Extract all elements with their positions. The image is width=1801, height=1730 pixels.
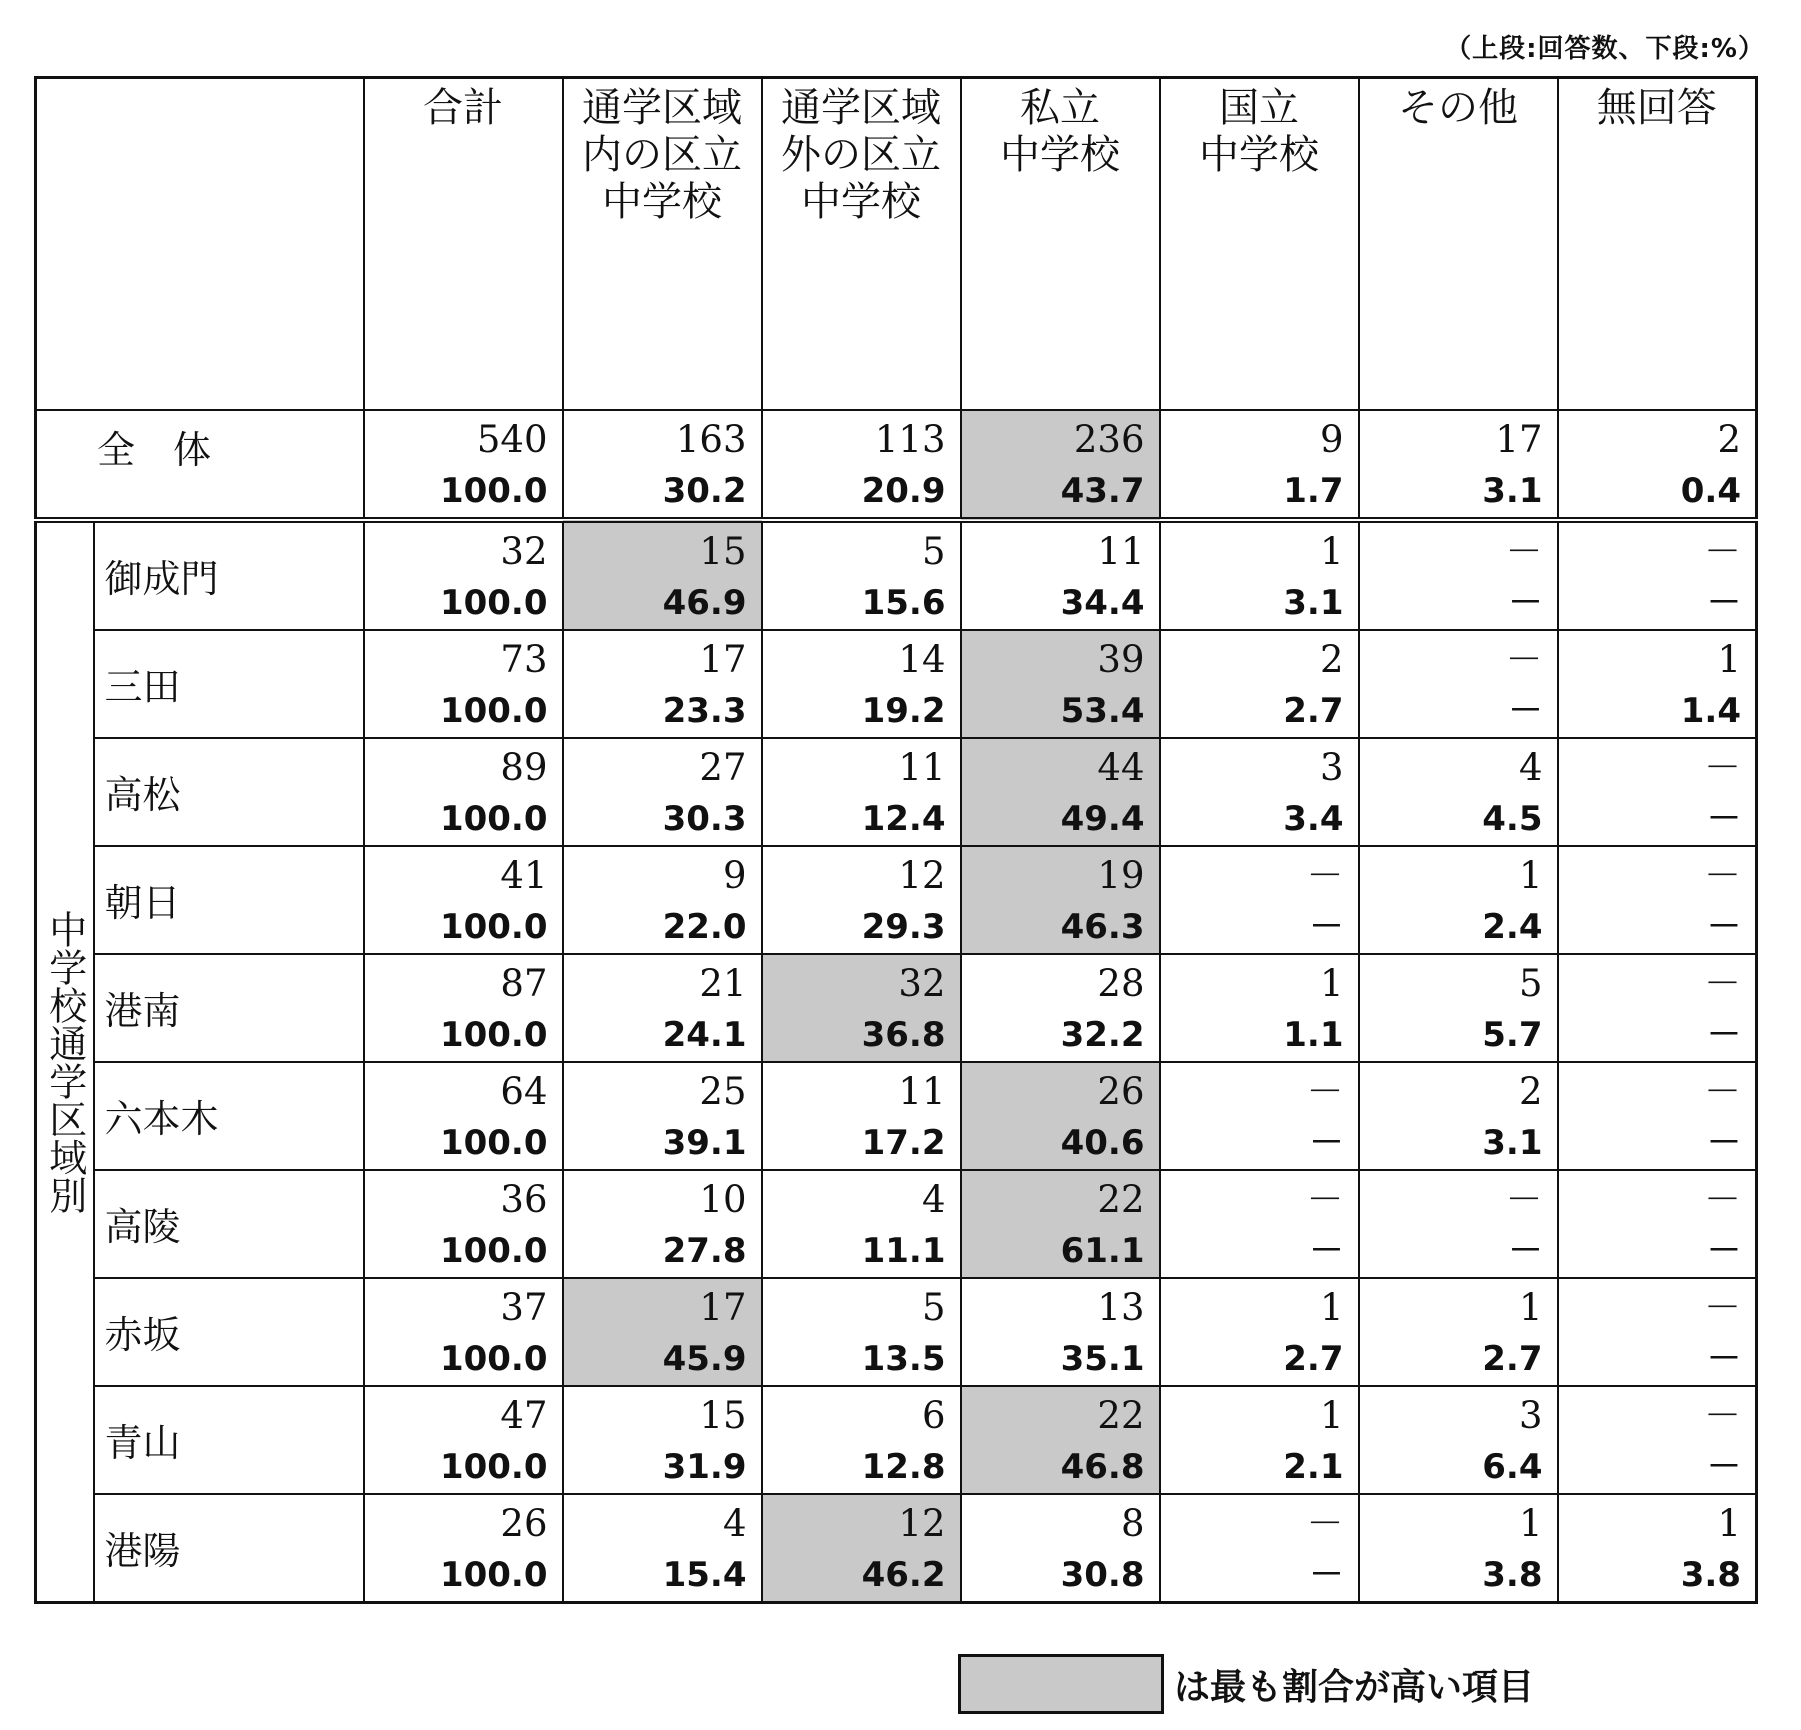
legend-text: は最も割合が高い項目 xyxy=(1174,1666,1535,1708)
count-value: 113 xyxy=(874,417,946,461)
percent-value: 35.1 xyxy=(1060,1338,1145,1379)
value-cell xyxy=(364,1062,563,1170)
column-header-line: 合計 xyxy=(423,85,503,131)
table-row xyxy=(36,630,1757,738)
value-cell-highlighted xyxy=(961,1062,1160,1170)
value-cell xyxy=(563,1062,762,1170)
percent-value: 40.6 xyxy=(1060,1122,1145,1163)
value-cell xyxy=(1160,1170,1359,1278)
value-cell xyxy=(762,520,961,630)
value-cell xyxy=(1359,520,1558,630)
count-value: 5 xyxy=(921,529,946,573)
count-value: － xyxy=(1306,853,1344,897)
column-header-line: 外の区立 xyxy=(781,132,941,178)
count-value: － xyxy=(1704,853,1741,897)
table-row xyxy=(36,954,1757,1062)
count-value: － xyxy=(1306,1069,1344,1113)
count-value: 12 xyxy=(898,853,946,897)
percent-value: － xyxy=(1707,1446,1741,1487)
percent-value: 100.0 xyxy=(439,1230,548,1271)
percent-value: 46.8 xyxy=(1060,1446,1145,1487)
row-label: 高陵 xyxy=(94,1170,364,1278)
count-value: 13 xyxy=(1097,1285,1145,1329)
percent-value: － xyxy=(1508,690,1543,731)
count-value: 9 xyxy=(722,853,747,897)
value-cell xyxy=(1359,1062,1558,1170)
value-cell xyxy=(1160,1062,1359,1170)
value-cell xyxy=(1160,954,1359,1062)
percent-value: 100.0 xyxy=(439,1446,548,1487)
survey-table xyxy=(34,76,1758,1604)
percent-value: 2.7 xyxy=(1482,1338,1543,1379)
percent-value: 32.2 xyxy=(1060,1014,1145,1055)
value-cell xyxy=(1359,954,1558,1062)
value-cell xyxy=(1359,1278,1558,1386)
percent-value: 46.9 xyxy=(662,582,747,623)
count-value: 17 xyxy=(699,1285,747,1329)
count-value: 17 xyxy=(699,637,747,681)
unit-note: （上段:回答数、下段:%） xyxy=(1445,34,1765,64)
count-value: 1 xyxy=(1319,529,1344,573)
percent-value: 100.0 xyxy=(439,1338,548,1379)
percent-value: 3.1 xyxy=(1283,582,1344,623)
value-cell xyxy=(364,1278,563,1386)
percent-value: 3.1 xyxy=(1482,470,1543,511)
value-cell xyxy=(364,1386,563,1494)
count-value: － xyxy=(1704,1285,1741,1329)
percent-value: 49.4 xyxy=(1060,798,1145,839)
percent-value: 61.1 xyxy=(1060,1230,1145,1271)
percent-value: 100.0 xyxy=(439,798,548,839)
value-cell-highlighted xyxy=(961,630,1160,738)
percent-value: 11.1 xyxy=(861,1230,946,1271)
table-row xyxy=(36,846,1757,954)
region-label: 中学校通学区域別 xyxy=(36,520,94,1603)
row-label: 赤坂 xyxy=(94,1278,364,1386)
count-value: 2 xyxy=(1319,637,1344,681)
value-cell xyxy=(1160,1278,1359,1386)
value-cell-highlighted xyxy=(961,410,1160,520)
percent-value: 6.4 xyxy=(1482,1446,1543,1487)
percent-value: － xyxy=(1707,798,1741,839)
value-cell xyxy=(563,954,762,1062)
value-cell xyxy=(364,954,563,1062)
value-cell xyxy=(1359,1494,1558,1603)
count-value: 8 xyxy=(1120,1501,1145,1545)
count-value: 27 xyxy=(699,745,747,789)
value-cell xyxy=(1558,410,1757,520)
value-cell xyxy=(1359,630,1558,738)
table-row xyxy=(36,520,1757,630)
percent-value: 100.0 xyxy=(439,470,548,511)
percent-value: 4.5 xyxy=(1482,798,1543,839)
count-value: 6 xyxy=(921,1393,946,1437)
percent-value: 3.8 xyxy=(1482,1554,1543,1595)
value-cell xyxy=(563,738,762,846)
percent-value: 100.0 xyxy=(439,1554,548,1595)
column-header-line: 中学校 xyxy=(602,179,722,225)
value-cell xyxy=(1359,1386,1558,1494)
percent-value: 100.0 xyxy=(439,1122,548,1163)
count-value: － xyxy=(1704,1069,1741,1113)
column-header-line: 通学区域 xyxy=(582,85,742,131)
count-value: 21 xyxy=(699,961,747,1005)
count-value: － xyxy=(1306,1501,1344,1545)
value-cell xyxy=(1160,738,1359,846)
value-cell xyxy=(1160,846,1359,954)
row-label: 六本木 xyxy=(94,1062,364,1170)
value-cell xyxy=(1359,1170,1558,1278)
percent-value: 12.4 xyxy=(861,798,946,839)
count-value: 4 xyxy=(722,1501,747,1545)
value-cell-highlighted xyxy=(762,1494,961,1603)
legend-swatch xyxy=(958,1654,1164,1714)
percent-value: － xyxy=(1309,1230,1344,1271)
percent-value: － xyxy=(1309,1122,1344,1163)
count-value: － xyxy=(1505,1177,1543,1221)
value-cell xyxy=(1558,1170,1757,1278)
row-label: 青山 xyxy=(94,1386,364,1494)
value-cell xyxy=(762,630,961,738)
percent-value: 17.2 xyxy=(861,1122,946,1163)
percent-value: 30.8 xyxy=(1060,1554,1145,1595)
row-label: 港南 xyxy=(94,954,364,1062)
table-row xyxy=(36,1062,1757,1170)
percent-value: 2.7 xyxy=(1283,1338,1344,1379)
count-value: － xyxy=(1704,1177,1741,1221)
value-cell xyxy=(563,630,762,738)
count-value: 4 xyxy=(1518,745,1543,789)
column-header-line: 中学校 xyxy=(1000,132,1120,178)
count-value: 22 xyxy=(1097,1177,1145,1221)
count-value: 36 xyxy=(500,1177,548,1221)
count-value: 3 xyxy=(1319,745,1344,789)
count-value: － xyxy=(1704,1393,1741,1437)
percent-value: 45.9 xyxy=(662,1338,747,1379)
survey-table-container xyxy=(34,76,1758,1604)
count-value: 1 xyxy=(1319,961,1344,1005)
count-value: 10 xyxy=(699,1177,747,1221)
value-cell xyxy=(1558,1386,1757,1494)
value-cell xyxy=(961,954,1160,1062)
value-cell xyxy=(563,1386,762,1494)
percent-value: 23.3 xyxy=(662,690,747,731)
count-value: 1 xyxy=(1717,1501,1741,1545)
percent-value: 30.2 xyxy=(662,470,747,511)
count-value: 17 xyxy=(1495,417,1543,461)
percent-value: 0.4 xyxy=(1680,470,1741,511)
row-label: 御成門 xyxy=(94,520,364,630)
value-cell xyxy=(1558,738,1757,846)
percent-value: 3.8 xyxy=(1680,1554,1741,1595)
value-cell xyxy=(961,520,1160,630)
count-value: 64 xyxy=(500,1069,548,1113)
value-cell xyxy=(563,410,762,520)
count-value: 32 xyxy=(898,961,946,1005)
value-cell xyxy=(762,1062,961,1170)
count-value: 37 xyxy=(500,1285,548,1329)
value-cell xyxy=(1359,410,1558,520)
count-value: 26 xyxy=(500,1501,548,1545)
count-value: 11 xyxy=(898,1069,946,1113)
count-value: 39 xyxy=(1097,637,1145,681)
percent-value: 30.3 xyxy=(662,798,747,839)
count-value: 89 xyxy=(500,745,548,789)
count-value: 9 xyxy=(1319,417,1344,461)
value-cell xyxy=(1558,1278,1757,1386)
percent-value: 46.3 xyxy=(1060,906,1145,947)
percent-value: 3.4 xyxy=(1283,798,1344,839)
value-cell xyxy=(563,1170,762,1278)
value-cell xyxy=(961,1494,1160,1603)
percent-value: － xyxy=(1707,1338,1741,1379)
percent-value: 5.7 xyxy=(1482,1014,1543,1055)
percent-value: 29.3 xyxy=(861,906,946,947)
column-header-line: その他 xyxy=(1398,85,1518,131)
value-cell xyxy=(1359,846,1558,954)
count-value: 44 xyxy=(1097,745,1145,789)
percent-value: 1.4 xyxy=(1680,690,1741,731)
count-value: 540 xyxy=(476,417,548,461)
value-cell-highlighted xyxy=(563,1278,762,1386)
value-cell xyxy=(364,738,563,846)
value-cell xyxy=(563,1494,762,1603)
count-value: － xyxy=(1704,529,1741,573)
percent-value: 100.0 xyxy=(439,1014,548,1055)
percent-value: 34.4 xyxy=(1060,582,1145,623)
total-label: 全 体 xyxy=(36,410,364,520)
value-cell xyxy=(762,1278,961,1386)
value-cell xyxy=(762,1170,961,1278)
value-cell xyxy=(1558,846,1757,954)
row-label: 港陽 xyxy=(94,1494,364,1603)
percent-value: 2.7 xyxy=(1283,690,1344,731)
count-value: 5 xyxy=(921,1285,946,1329)
table-row xyxy=(36,1494,1757,1603)
column-header xyxy=(1558,78,1757,410)
count-value: 1 xyxy=(1717,637,1741,681)
percent-value: 43.7 xyxy=(1060,470,1145,511)
value-cell xyxy=(961,1278,1160,1386)
count-value: 15 xyxy=(699,1393,747,1437)
value-cell-highlighted xyxy=(961,846,1160,954)
percent-value: 19.2 xyxy=(861,690,946,731)
row-label: 朝日 xyxy=(94,846,364,954)
value-cell-highlighted xyxy=(961,1386,1160,1494)
count-value: 32 xyxy=(500,529,548,573)
value-cell xyxy=(1558,1062,1757,1170)
count-value: 1 xyxy=(1518,853,1543,897)
count-value: 1 xyxy=(1319,1393,1344,1437)
percent-value: － xyxy=(1707,582,1741,623)
count-value: 1 xyxy=(1319,1285,1344,1329)
percent-value: 2.4 xyxy=(1482,906,1543,947)
percent-value: 27.8 xyxy=(662,1230,747,1271)
percent-value: 13.5 xyxy=(861,1338,946,1379)
count-value: 236 xyxy=(1073,417,1145,461)
value-cell xyxy=(762,738,961,846)
percent-value: 24.1 xyxy=(662,1014,747,1055)
value-cell xyxy=(1558,630,1757,738)
count-value: 5 xyxy=(1518,961,1543,1005)
legend xyxy=(958,1654,1534,1714)
value-cell xyxy=(364,630,563,738)
table-row xyxy=(36,1278,1757,1386)
column-header xyxy=(762,78,961,410)
count-value: － xyxy=(1306,1177,1344,1221)
count-value: 19 xyxy=(1097,853,1145,897)
value-cell xyxy=(1558,1494,1757,1603)
percent-value: 12.8 xyxy=(861,1446,946,1487)
value-cell xyxy=(1160,1494,1359,1603)
count-value: 87 xyxy=(500,961,548,1005)
column-header-line: 国立 xyxy=(1219,85,1299,131)
count-value: 28 xyxy=(1097,961,1145,1005)
value-cell xyxy=(762,1386,961,1494)
column-header xyxy=(1160,78,1359,410)
percent-value: 15.4 xyxy=(662,1554,747,1595)
column-header-line: 中学校 xyxy=(801,179,921,225)
column-header xyxy=(961,78,1160,410)
table-row xyxy=(36,1386,1757,1494)
column-header-line: 内の区立 xyxy=(582,132,742,178)
count-value: 2 xyxy=(1518,1069,1543,1113)
percent-value: － xyxy=(1309,906,1344,947)
count-value: 15 xyxy=(699,529,747,573)
percent-value: 22.0 xyxy=(662,906,747,947)
value-cell xyxy=(563,846,762,954)
count-value: 47 xyxy=(500,1393,548,1437)
percent-value: 3.1 xyxy=(1482,1122,1543,1163)
count-value: 2 xyxy=(1717,417,1741,461)
percent-value: － xyxy=(1508,582,1543,623)
table-row xyxy=(36,738,1757,846)
column-header-line: 中学校 xyxy=(1199,132,1319,178)
column-header xyxy=(563,78,762,410)
count-value: 11 xyxy=(898,745,946,789)
value-cell xyxy=(1359,738,1558,846)
count-value: 4 xyxy=(921,1177,946,1221)
percent-value: 36.8 xyxy=(861,1014,946,1055)
value-cell xyxy=(364,410,563,520)
count-value: 26 xyxy=(1097,1069,1145,1113)
count-value: － xyxy=(1704,961,1741,1005)
value-cell xyxy=(1160,520,1359,630)
percent-value: － xyxy=(1707,1014,1741,1055)
value-cell-highlighted xyxy=(961,738,1160,846)
count-value: － xyxy=(1704,745,1741,789)
value-cell xyxy=(1558,520,1757,630)
count-value: 41 xyxy=(500,853,548,897)
count-value: 1 xyxy=(1518,1285,1543,1329)
count-value: 11 xyxy=(1097,529,1145,573)
value-cell xyxy=(1160,630,1359,738)
count-value: 14 xyxy=(898,637,946,681)
value-cell-highlighted xyxy=(762,954,961,1062)
count-value: 163 xyxy=(675,417,747,461)
column-header xyxy=(364,78,563,410)
percent-value: － xyxy=(1707,1230,1741,1271)
column-header xyxy=(1359,78,1558,410)
percent-value: － xyxy=(1707,1122,1741,1163)
value-cell-highlighted xyxy=(961,1170,1160,1278)
percent-value: － xyxy=(1508,1230,1543,1271)
percent-value: 15.6 xyxy=(861,582,946,623)
percent-value: 31.9 xyxy=(662,1446,747,1487)
value-cell-highlighted xyxy=(563,520,762,630)
percent-value: 1.1 xyxy=(1283,1014,1344,1055)
value-cell xyxy=(1558,954,1757,1062)
value-cell xyxy=(1160,410,1359,520)
count-value: 12 xyxy=(898,1501,946,1545)
column-header-line: 無回答 xyxy=(1596,85,1717,131)
percent-value: 2.1 xyxy=(1283,1446,1344,1487)
percent-value: 46.2 xyxy=(861,1554,946,1595)
percent-value: 1.7 xyxy=(1283,470,1344,511)
count-value: 73 xyxy=(500,637,548,681)
count-value: 22 xyxy=(1097,1393,1145,1437)
count-value: － xyxy=(1505,637,1543,681)
count-value: 3 xyxy=(1518,1393,1543,1437)
row-label: 高松 xyxy=(94,738,364,846)
percent-value: 100.0 xyxy=(439,690,548,731)
percent-value: 20.9 xyxy=(861,470,946,511)
percent-value: － xyxy=(1707,906,1741,947)
value-cell xyxy=(364,846,563,954)
row-label: 三田 xyxy=(94,630,364,738)
percent-value: － xyxy=(1309,1554,1344,1595)
header-corner xyxy=(36,78,364,410)
percent-value: 100.0 xyxy=(439,906,548,947)
value-cell xyxy=(364,1170,563,1278)
column-header-line: 通学区域 xyxy=(781,85,941,131)
count-value: － xyxy=(1505,529,1543,573)
count-value: 1 xyxy=(1518,1501,1543,1545)
table-row xyxy=(36,1170,1757,1278)
header-row xyxy=(36,78,1757,410)
percent-value: 100.0 xyxy=(439,582,548,623)
value-cell xyxy=(1160,1386,1359,1494)
percent-value: 39.1 xyxy=(662,1122,747,1163)
value-cell xyxy=(762,410,961,520)
total-row xyxy=(36,410,1757,520)
value-cell xyxy=(364,1494,563,1603)
value-cell xyxy=(762,846,961,954)
count-value: 25 xyxy=(699,1069,747,1113)
percent-value: 53.4 xyxy=(1060,690,1145,731)
value-cell xyxy=(364,520,563,630)
column-header-line: 私立 xyxy=(1020,85,1100,131)
